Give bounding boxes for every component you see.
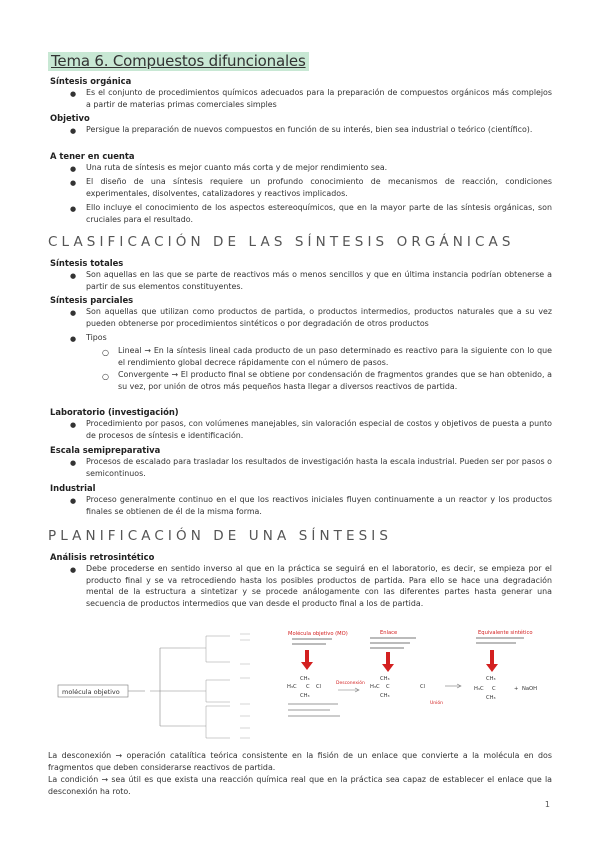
paragraph: Ello incluye el conocimiento de los aspectos estereoquímicos, que en la mayor parte de las síntesis orgánicas, son cruciales para el resultado.	[86, 203, 552, 224]
tree-branch	[190, 706, 230, 738]
chem-text: CH₃	[486, 676, 496, 682]
faded-text	[370, 647, 404, 649]
paragraph-desconexion: La desconexión → operación catalítica teórica consistente en la fisión de un enlace que convierte a la molécula en dos fragmentos que deben considerarse reactivos de partida.	[48, 751, 552, 772]
bullet-icon: ●	[70, 497, 77, 505]
chem-text: CH₃	[380, 676, 390, 682]
faded-text	[476, 637, 524, 639]
section-clasificacion: CLASIFICACIÓN DE LAS SÍNTESIS ORGÁNICAS	[48, 234, 515, 250]
paragraph: Son aquellas que utilizan como productos de partida, o productos intermedios, productos naturales que a su vez pueden obtenerse por procedimientos sintéticos o por degradación de otros productos	[86, 307, 552, 328]
page-number: 1	[544, 800, 550, 809]
bullet-icon: ●	[70, 309, 77, 317]
paragraph: Persigue la preparación de nuevos compuestos en función de su interés, bien sea industrial o teórico (científico).	[86, 125, 533, 134]
heading-industrial: Industrial	[50, 483, 96, 493]
red-label-1: Molécula objetivo (MO)	[288, 631, 348, 637]
bullet-icon: ●	[70, 127, 77, 135]
bullet-icon: ●	[70, 272, 77, 280]
faded-text	[288, 704, 340, 716]
bullet-icon: ●	[70, 421, 77, 429]
note-2: Unión	[430, 701, 444, 706]
heading-retro: Análisis retrosintético	[50, 552, 155, 562]
paragraph: Debe procederse en sentido inverso al que en la práctica se seguirá en el laboratorio, es decir, se empieza por el producto final y se va retrocediendo hasta los posibles productos de partida. Para ello se hace una degradación mental de la estructura a sintetizar y se procede análogamente con las diferentes partes hasta generar una secuencia de productos intermedios que van desde el producto final a los de partida.	[86, 564, 552, 608]
faded-text	[370, 637, 416, 639]
heading-objetivo: Objetivo	[50, 113, 90, 123]
bullet-icon: ●	[70, 566, 77, 574]
paragraph: Una ruta de síntesis es mejor cuanto más corta y de mejor rendimiento sea.	[86, 163, 388, 172]
note-1: Desconexión	[336, 681, 365, 686]
chem-text: H₃C	[370, 684, 380, 690]
red-arrow-head	[301, 662, 313, 670]
heading-totales: Síntesis totales	[50, 258, 124, 268]
chem-text: Cl	[316, 684, 322, 690]
chem-text: H₃C	[474, 686, 484, 692]
tree-branch	[190, 680, 230, 702]
red-arrow-head	[382, 664, 394, 672]
heading-a-tener: A tener en cuenta	[50, 151, 135, 161]
red-label-3: Equivalente sintético	[478, 630, 533, 636]
chem-text: NaOH	[522, 686, 538, 692]
paragraph: El diseño de una síntesis requiere un profundo conocimiento de mecanismos de reacción, condiciones experimentales, disolventes, catalizadores y reactivos implicados.	[86, 177, 552, 198]
tree-branch	[150, 648, 190, 726]
chem-text: CH₃	[300, 693, 310, 699]
heading-parciales: Síntesis parciales	[50, 295, 134, 305]
red-label-2: Enlace	[380, 630, 398, 636]
chem-text: C	[492, 686, 496, 692]
bullet-icon: ●	[70, 165, 77, 173]
paragraph-condicion: La condición → sea útil es que exista una reacción química real que en la práctica sea capaz de establecer el enlace que la desconexión ha roto.	[48, 775, 552, 796]
bullet-icon: ●	[70, 335, 77, 343]
faded-text	[292, 638, 332, 640]
bullet-icon: ●	[70, 179, 77, 187]
chem-text: H₃C	[287, 684, 297, 690]
bullet-icon: ●	[70, 205, 77, 213]
bullet-icon: ●	[70, 90, 77, 98]
paragraph: Procedimiento por pasos, con volúmenes manejables, sin valoración especial de costos y objetivos de puesta a punto de procesos de síntesis e identificación.	[86, 419, 552, 440]
tree-leaves	[240, 634, 250, 738]
paragraph: Proceso generalmente continuo en el que los reactivos iniciales fluyen continuamente a un reactor y los productos finales se obtienen de él de la misma forma.	[86, 495, 552, 516]
heading-laboratorio: Laboratorio (investigación)	[50, 407, 179, 417]
paragraph: Son aquellas en las que se parte de reactivos más o menos sencillos y que en última instancia podrían obtenerse a partir de sus elementos constituyentes.	[86, 270, 552, 291]
chem-text: Cl	[420, 684, 426, 690]
heading-semipreparativa: Escala semipreparativa	[50, 445, 161, 455]
faded-text	[292, 643, 326, 645]
paragraph: Procesos de escalado para trasladar los resultados de investigación hasta la escala industrial. Pueden ser por pasos o semicontinuos.	[86, 457, 552, 478]
page-title: Tema 6. Compuestos difuncionales	[48, 52, 309, 71]
section-planificacion: PLANIFICACIÓN DE UNA SÍNTESIS	[48, 528, 393, 544]
red-arrow-head	[486, 664, 498, 672]
paragraph: Tipos	[86, 333, 107, 342]
chem-text: CH₃	[486, 695, 496, 701]
chem-text: +	[514, 686, 519, 692]
paragraph: Convergente → El producto final se obtiene por condensación de fragmentos grandes que se han obtenido, a su vez, por unión de otros más pequeños hasta llegar a diversos reactivos de partida.	[118, 370, 552, 391]
retrosynthesis-diagram	[50, 628, 554, 746]
tree-branch	[190, 636, 230, 662]
bullet-icon: ●	[70, 459, 77, 467]
chem-text: CH₃	[380, 693, 390, 699]
faded-text	[370, 642, 410, 644]
chem-text: C	[306, 684, 310, 690]
paragraph: Lineal → En la síntesis lineal cada producto de un paso determinado es reactivo para la siguiente con lo que el rendimiento global decrece rápidamente con el número de pasos.	[118, 346, 552, 367]
chem-text: CH₃	[300, 676, 310, 682]
heading-sintesis-organica: Síntesis orgánica	[50, 76, 132, 86]
circle-bullet-icon: ○	[102, 348, 109, 357]
target-label: molécula objetivo	[62, 688, 120, 696]
chem-text: C	[386, 684, 390, 690]
faded-text	[476, 642, 516, 644]
paragraph: Es el conjunto de procedimientos químicos adecuados para la preparación de compuestos orgánicos más complejos a partir de materias primas comerciales simples	[86, 88, 552, 109]
circle-bullet-icon: ○	[102, 372, 109, 381]
